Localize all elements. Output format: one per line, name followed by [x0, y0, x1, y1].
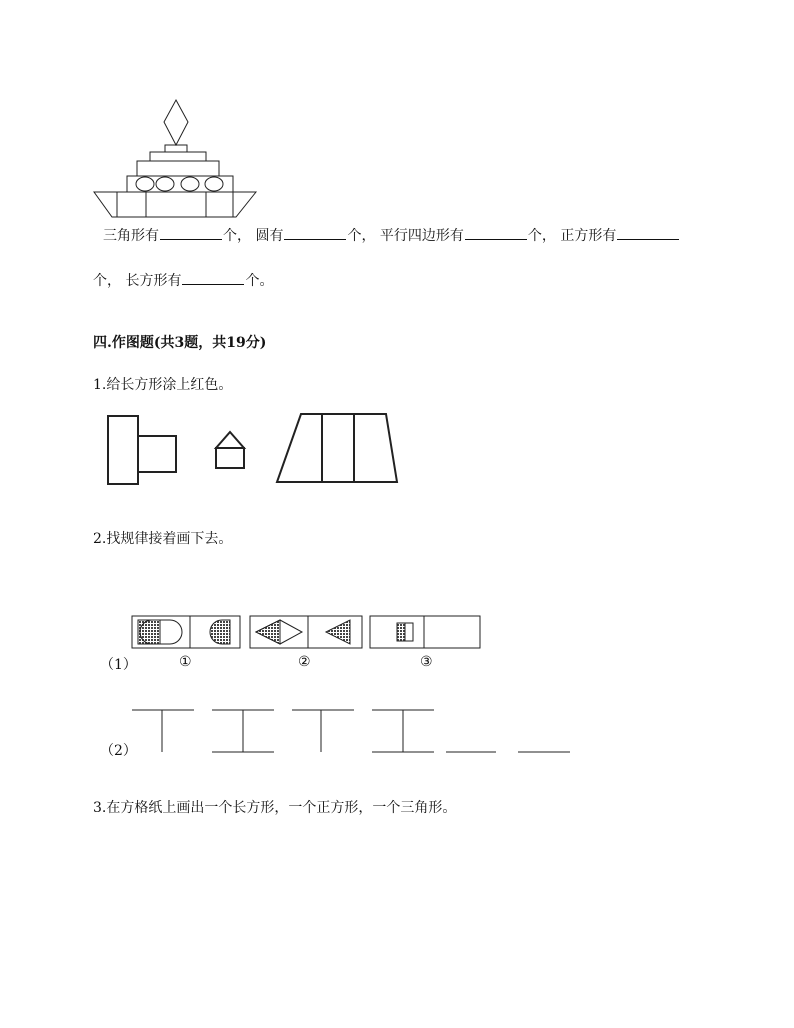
q1-tall-rectangle: [108, 416, 138, 484]
boat-top-deck-rect: [150, 152, 206, 161]
q2-semicircle-shape: [210, 620, 230, 644]
q2-marker-3: ③: [420, 654, 433, 670]
counting-line-1: [103, 225, 680, 245]
unit-text: 个。: [245, 273, 274, 289]
triangle-count-blank[interactable]: [160, 225, 222, 240]
boat-window-circle: [136, 177, 154, 191]
q2-pattern-row-1: [130, 612, 490, 652]
boat-hull: [94, 192, 256, 217]
unit-text: 个，: [93, 273, 121, 289]
boat-cabin-rect: [137, 161, 219, 176]
rectangle-count-blank[interactable]: [182, 270, 244, 285]
unit-text: 个，: [347, 228, 376, 244]
question-2-text: 2.找规律接着画下去。: [93, 531, 233, 547]
q1-trapezoid: [277, 414, 397, 482]
q1-square: [138, 436, 176, 472]
q1-small-rectangle: [216, 448, 244, 468]
q1-triangle: [216, 432, 244, 448]
question-3-text: 3.在方格纸上画出一个长方形，一个正方形，一个三角形。: [93, 800, 457, 816]
triangle-label: 三角形有: [103, 228, 159, 244]
q1-shapes: [100, 410, 400, 490]
q2-row2-label: （2）: [100, 743, 137, 759]
boat-window-circle: [181, 177, 199, 191]
q2-marker-1: ①: [179, 654, 192, 670]
q2-row1-label: （1）: [100, 657, 137, 673]
boat-top-rhombus: [164, 100, 188, 145]
boat-window-band: [127, 176, 233, 192]
unit-text: 个，: [223, 228, 251, 244]
q2-pattern-row-2: [130, 700, 580, 760]
square-label: 正方形有: [560, 228, 617, 244]
q2-half-square-fill: [397, 623, 405, 641]
boat-window-circle: [205, 177, 223, 191]
unit-text: 个，: [527, 228, 556, 244]
circle-label: 圆有: [255, 228, 284, 244]
q2-marker-2: ②: [298, 654, 311, 670]
q2-left-triangle-fill: [256, 620, 280, 644]
q2-box-3: [370, 616, 480, 648]
q2-half-circle-fill: [140, 620, 160, 644]
question-1-text: 1.给长方形涂上红色。: [93, 377, 233, 393]
rectangle-label: 长方形有: [125, 273, 182, 289]
boat-figure: [90, 95, 260, 225]
counting-line-2: [93, 270, 273, 290]
parallelogram-count-blank[interactable]: [465, 225, 527, 240]
boat-window-circle: [156, 177, 174, 191]
section-heading: 四.作图题(共3题，共19分): [93, 335, 267, 351]
q2-left-triangle: [326, 620, 350, 644]
circle-count-blank[interactable]: [284, 225, 346, 240]
square-count-blank[interactable]: [617, 225, 679, 240]
parallelogram-label: 平行四边形有: [379, 228, 464, 244]
